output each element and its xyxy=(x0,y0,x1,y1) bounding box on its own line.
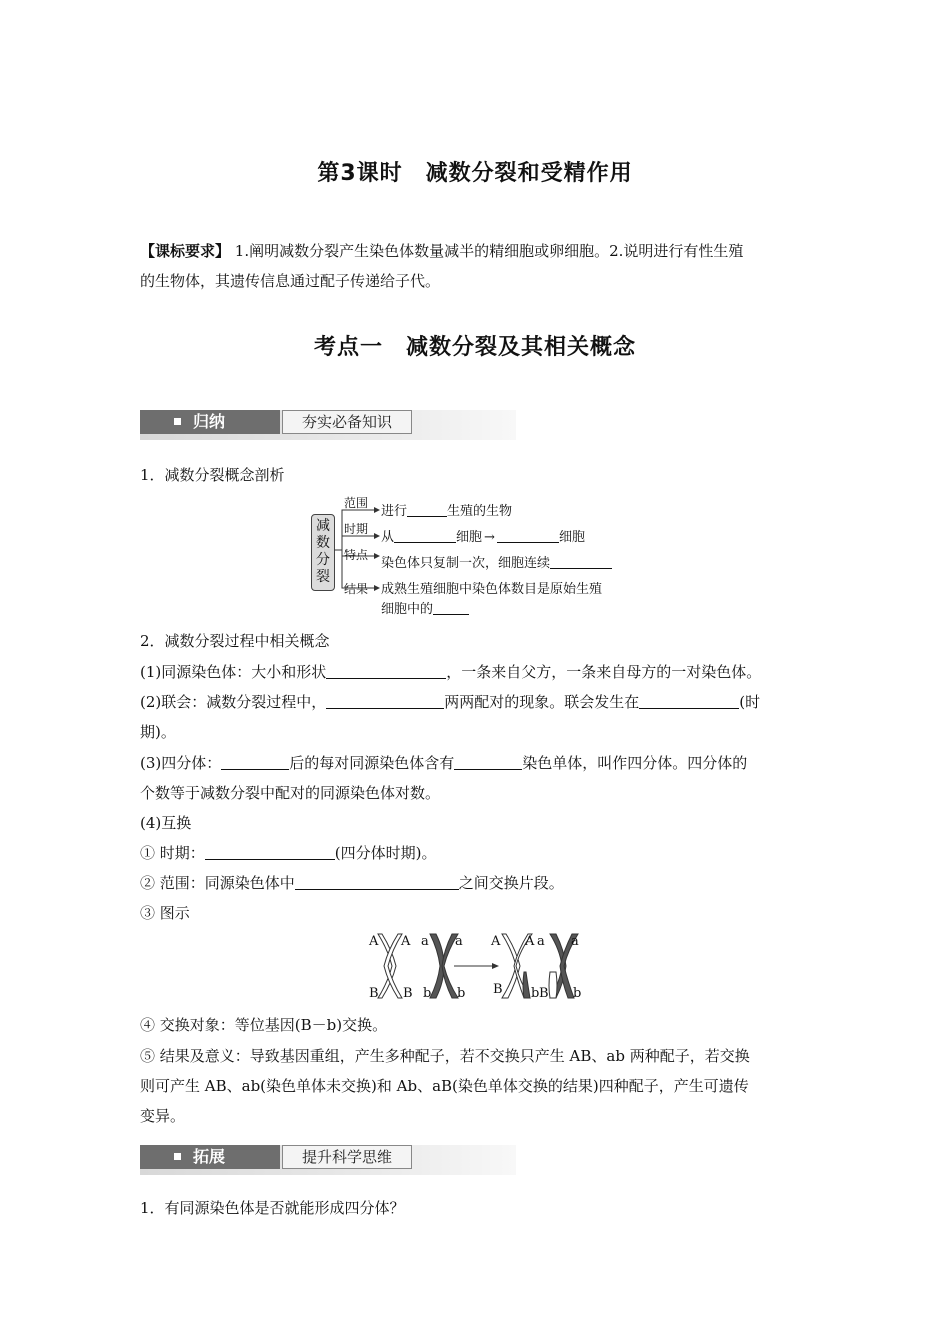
concept2-p4: (4)互换 xyxy=(140,814,192,832)
center-char: 裂 xyxy=(316,569,330,585)
row-result-pre: 成熟生殖细胞中染色体数目是原始生殖 xyxy=(381,582,603,597)
concept2-p2 xyxy=(140,687,812,717)
concept2-p4b xyxy=(140,868,812,898)
row-label-range: 范围 xyxy=(344,496,369,510)
concept2-p4e-3: 变异。 xyxy=(140,1107,186,1125)
label-b: B xyxy=(539,986,549,1001)
bar-dark-label: 归纳 xyxy=(193,412,226,431)
label-a: A xyxy=(369,934,379,949)
label-a: A xyxy=(525,934,535,949)
concept2-p4a xyxy=(140,838,812,868)
p2-mid: 两两配对的现象。联会发生在 xyxy=(444,693,640,711)
requirement-text-1: 1.阐明减数分裂产生染色体数量减半的精细胞或卵细胞。2.说明进行有性生殖 xyxy=(230,242,744,260)
p2-pre: (2)联会：减数分裂过程中， xyxy=(140,693,327,711)
concept2-p4d: ④ 交换对象：等位基因(B－b)交换。 xyxy=(140,1016,388,1034)
p3-post: 染色单体，叫作四分体。四分体的 xyxy=(522,754,748,772)
bar-dark-tab xyxy=(140,1145,280,1169)
label-b: b xyxy=(531,986,540,1001)
row-label-feature: 特点 xyxy=(344,548,369,562)
section-bar-extension xyxy=(140,1145,516,1175)
requirement-line-2: 的生物体，其遗传信息通过配子传递给子代。 xyxy=(140,272,441,290)
concept2-p3-line2: 个数等于减数分裂中配对的同源染色体对数。 xyxy=(140,784,441,802)
label-a: a xyxy=(537,934,545,949)
requirement-line-1 xyxy=(140,236,812,266)
row-range xyxy=(381,500,512,519)
bar-light-tab: 提升科学思维 xyxy=(282,1145,412,1169)
bar-dark-label: 拓展 xyxy=(193,1147,226,1166)
row-period-pre: 从 xyxy=(381,530,395,545)
concept2-p2-line2: 期)。 xyxy=(140,723,176,741)
center-char: 减 xyxy=(316,518,330,534)
row-period-mid: 细胞 xyxy=(456,530,483,545)
p4a-pre: ① 时期： xyxy=(140,844,205,862)
row-result xyxy=(381,578,602,597)
bar-dark-tab xyxy=(140,410,280,434)
row-period xyxy=(381,526,585,545)
section-title: 考点一 减数分裂及其相关概念 xyxy=(313,335,636,360)
row-result-2 xyxy=(381,598,469,617)
section-bar-summary xyxy=(140,410,516,440)
concept2-p3 xyxy=(140,748,812,778)
p4a-post: (四分体时期)。 xyxy=(334,844,437,862)
label-a: a xyxy=(455,934,463,949)
label-a: A xyxy=(401,934,411,949)
concept2-p4e-2: 则可产生 AB、ab(染色单体未交换)和 Ab、aB(染色单体交换的结果)四种配子，产生可遗传 xyxy=(140,1077,749,1095)
concept1-heading: 1．减数分裂概念剖析 xyxy=(140,466,285,484)
center-char: 分 xyxy=(316,552,330,568)
p1-pre: (1)同源染色体：大小和形状 xyxy=(140,663,327,681)
label-a: a xyxy=(421,934,429,949)
arrow-icon: → xyxy=(484,530,495,545)
requirement-label: 【课标要求】 xyxy=(140,242,231,260)
label-b: B xyxy=(369,986,379,1001)
label-b: B xyxy=(403,986,413,1001)
row-result-line2: 细胞中的 xyxy=(381,602,434,617)
row-range-pre: 进行 xyxy=(381,504,408,519)
concept2-p1 xyxy=(140,657,812,687)
label-a: A xyxy=(491,934,501,949)
row-range-post: 生殖的生物 xyxy=(447,504,513,519)
bar-light-tab: 夯实必备知识 xyxy=(282,410,412,434)
concept2-p4c: ③ 图示 xyxy=(140,904,190,922)
p4b-pre: ② 范围：同源染色体中 xyxy=(140,874,295,892)
page-title: 第3课时 减数分裂和受精作用 xyxy=(317,161,633,186)
label-b: b xyxy=(457,986,466,1001)
concept2-heading: 2．减数分裂过程中相关概念 xyxy=(140,632,330,650)
row-period-post: 细胞 xyxy=(558,530,585,545)
row-label-period: 时期 xyxy=(344,522,369,536)
p2-post: (时 xyxy=(739,693,761,711)
label-b: b xyxy=(423,986,432,1001)
row-feature-pre: 染色体只复制一次，细胞连续 xyxy=(381,556,551,571)
p1-post: ，一条来自父方，一条来自母方的一对染色体。 xyxy=(446,663,762,681)
row-feature xyxy=(381,552,612,571)
p4b-post: 之间交换片段。 xyxy=(458,874,564,892)
label-b: b xyxy=(573,986,582,1001)
concept1-center-box xyxy=(311,514,335,591)
crossover-labels xyxy=(365,932,605,1008)
question-1: 1．有同源染色体是否就能形成四分体？ xyxy=(140,1199,405,1217)
center-char: 数 xyxy=(316,535,330,551)
label-a: a xyxy=(571,934,579,949)
p3-mid: 后的每对同源染色体含有 xyxy=(289,754,455,772)
row-label-result: 结果 xyxy=(344,582,369,596)
p3-pre: (3)四分体： xyxy=(140,754,222,772)
concept2-p4e-1: ⑤ 结果及意义：导致基因重组，产生多种配子，若不交换只产生 AB、ab 两种配子，若交换 xyxy=(140,1047,750,1065)
label-b: B xyxy=(493,982,503,997)
